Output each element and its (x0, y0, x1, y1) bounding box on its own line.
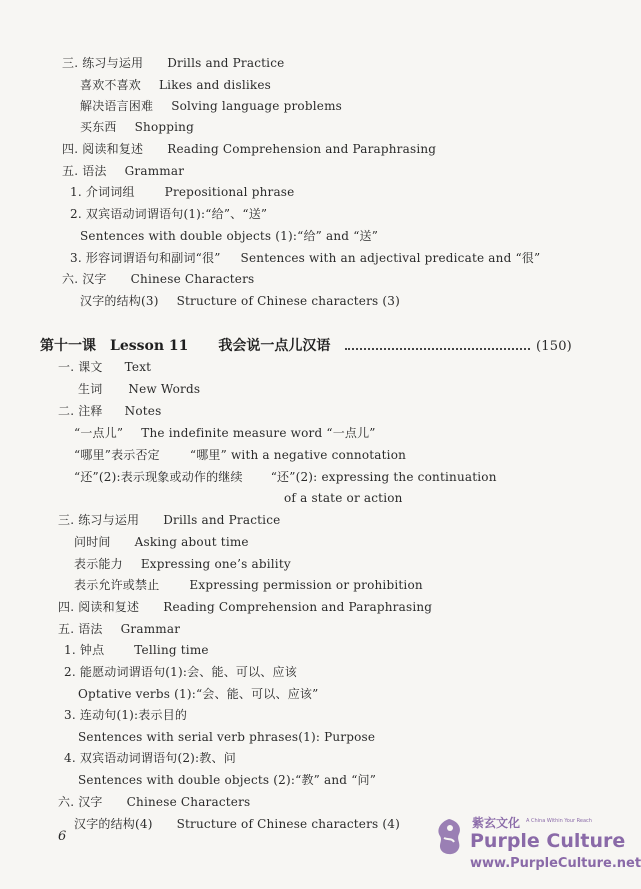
list-item (74, 469, 497, 485)
reading-en: Reading Comprehension and Paraphrasing (167, 142, 437, 156)
grammar-point (64, 707, 187, 723)
list-item (74, 816, 400, 832)
grammar-zh: 1. 钟点 (64, 643, 105, 657)
struct-zh: 汉字的结构(3) (80, 294, 159, 308)
grammar-point-en (78, 772, 376, 788)
note-en-cont: of a state or action (284, 491, 403, 505)
item-zh: 解决语言困难 (80, 99, 154, 113)
list-item (80, 77, 271, 93)
chars-heading (58, 794, 250, 810)
grammar-point (70, 206, 267, 222)
toc-leader-dots (345, 348, 530, 350)
text-en: Text (124, 360, 152, 374)
grammar-point (64, 642, 209, 658)
item-zh: 喜欢不喜欢 (80, 78, 142, 92)
grammar-point-en (78, 686, 318, 702)
note-en: The indefinite measure word “一点儿” (141, 426, 376, 440)
list-item-cont (284, 490, 403, 506)
note-en: “还”(2): expressing the continuation (270, 470, 497, 484)
list-item (74, 447, 406, 463)
grammar-en: Sentences with double objects (2):“教” and “问” (78, 773, 377, 787)
struct-zh: 汉字的结构(4) (74, 817, 153, 831)
note-zh: “一点儿” (74, 426, 124, 440)
grammar-point-en (78, 729, 375, 745)
drills-en: Drills and Practice (167, 56, 285, 70)
grammar-heading (58, 621, 180, 637)
chars-zh: 六. 汉字 (58, 795, 103, 809)
note-en: “哪里” with a negative connotation (189, 448, 407, 462)
list-item (80, 119, 194, 135)
grammar-heading (62, 163, 184, 179)
words-zh: 生词 (78, 382, 103, 396)
item-en: Shopping (134, 120, 194, 134)
watermark-brand: Purple Culture (470, 830, 626, 852)
grammar-zh: 五. 语法 (58, 622, 103, 636)
lesson-number-en: Lesson 11 (110, 338, 189, 354)
drill-en: Asking about time (134, 535, 249, 549)
drills-zh: 三. 练习与运用 (58, 513, 140, 527)
chars-zh: 六. 汉字 (62, 272, 107, 286)
list-item (78, 381, 200, 397)
grammar-zh: 3. 形容词谓语句和副词“很” (70, 251, 221, 265)
grammar-zh: 1. 介词词组 (70, 185, 135, 199)
list-item (74, 425, 376, 441)
text-heading (58, 359, 151, 375)
grammar-zh: 2. 双宾语动词谓语句(1):“给”、“送” (70, 207, 268, 221)
item-en: Solving language problems (171, 99, 343, 113)
drills-en: Drills and Practice (163, 513, 281, 527)
grammar-en: Sentences with serial verb phrases(1): Purpose (78, 730, 376, 744)
drill-zh: 问时间 (74, 535, 111, 549)
chars-en: Chinese Characters (130, 272, 255, 286)
grammar-en: Grammar (120, 622, 181, 636)
drill-en: Expressing permission or prohibition (189, 578, 423, 592)
item-zh: 买东西 (80, 120, 117, 134)
words-en: New Words (128, 382, 201, 396)
page-ref: (150) (536, 339, 572, 354)
toc-page-ref (536, 339, 572, 355)
struct-en: Structure of Chinese characters (3) (176, 294, 401, 308)
drills-heading (58, 512, 280, 528)
grammar-zh: 五. 语法 (62, 164, 107, 178)
list-item (80, 293, 400, 309)
chars-en: Chinese Characters (126, 795, 251, 809)
page-number (58, 829, 66, 844)
notes-en: Notes (124, 404, 162, 418)
item-en: Likes and dislikes (159, 78, 272, 92)
lesson-title: 我会说一点儿汉语 (218, 338, 331, 354)
grammar-en: Prepositional phrase (164, 185, 295, 199)
watermark (430, 812, 641, 884)
reading-zh: 四. 阅读和复述 (62, 142, 144, 156)
drill-zh: 表示允许或禁止 (74, 578, 160, 592)
list-item (74, 534, 249, 550)
reading-en: Reading Comprehension and Paraphrasing (163, 600, 433, 614)
chars-heading (62, 271, 254, 287)
grammar-en: Grammar (124, 164, 185, 178)
lesson-heading (40, 337, 330, 355)
grammar-zh: 2. 能愿动词谓语句(1):会、能、可以、应该 (64, 665, 297, 679)
grammar-en: Telling time (134, 643, 209, 657)
dragon-logo-icon (432, 816, 466, 858)
grammar-point (64, 750, 236, 766)
notes-zh: 二. 注释 (58, 404, 103, 418)
page-number-text: 6 (58, 829, 67, 844)
reading-zh: 四. 阅读和复述 (58, 600, 140, 614)
watermark-url: www.PurpleCulture.net (470, 856, 641, 871)
lesson-number-zh: 第十一课 (40, 338, 96, 354)
list-item (74, 577, 423, 593)
notes-heading (58, 403, 161, 419)
list-item (80, 98, 342, 114)
list-item (74, 556, 291, 572)
text-zh: 一. 课文 (58, 360, 103, 374)
struct-en: Structure of Chinese characters (4) (176, 817, 401, 831)
watermark-tagline: A China Within Your Reach (526, 818, 592, 824)
grammar-point (70, 184, 294, 200)
grammar-en: Sentences with an adjectival predicate and “很” (240, 251, 541, 265)
grammar-zh: 3. 连动句(1):表示目的 (64, 708, 188, 722)
drills-zh: 三. 练习与运用 (62, 56, 144, 70)
grammar-point (64, 664, 297, 680)
grammar-point-en (80, 228, 378, 244)
note-zh: “哪里”表示否定 (74, 448, 160, 462)
drill-zh: 表示能力 (74, 557, 123, 571)
note-zh: “还”(2):表示现象或动作的继续 (74, 470, 243, 484)
drills-heading (62, 55, 284, 71)
drill-en: Expressing one’s ability (140, 557, 291, 571)
watermark-zh: 紫玄文化 (472, 816, 521, 830)
grammar-en: Optative verbs (1):“会、能、可以、应该” (78, 687, 319, 701)
grammar-point (70, 250, 540, 266)
grammar-en: Sentences with double objects (1):“给” and “送” (80, 229, 379, 243)
reading-heading (62, 141, 436, 157)
grammar-zh: 4. 双宾语动词谓语句(2):教、问 (64, 751, 236, 765)
reading-heading (58, 599, 432, 615)
